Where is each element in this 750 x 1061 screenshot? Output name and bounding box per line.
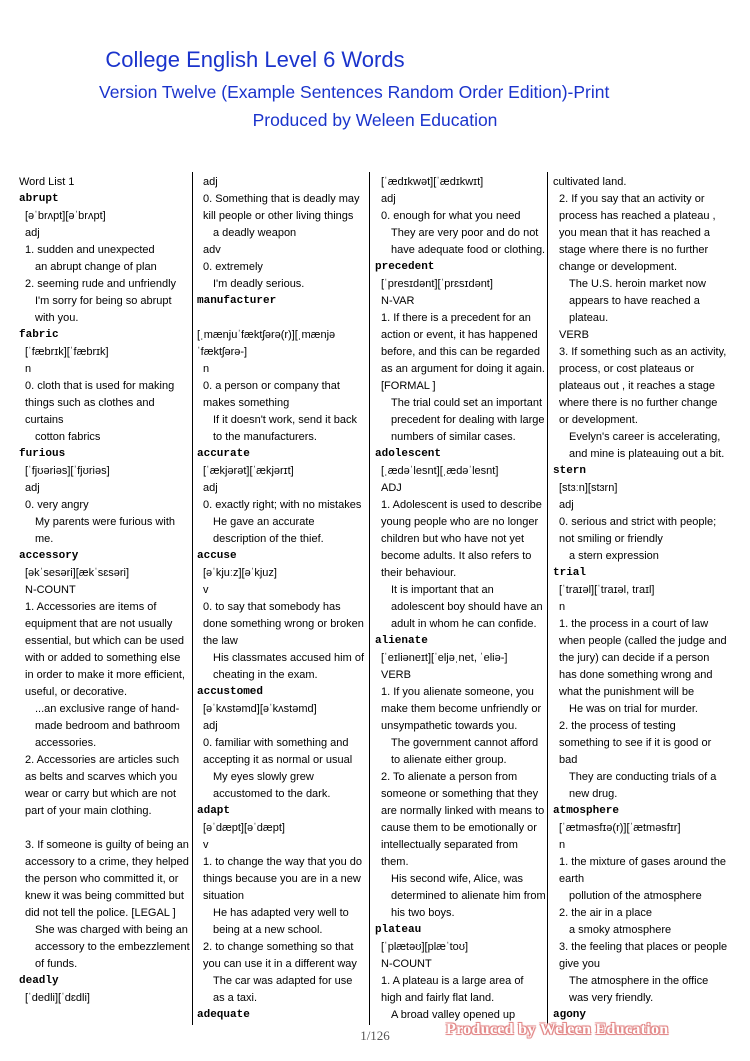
- example-sentence: He gave an accurate description of the thief.: [213, 516, 324, 545]
- example-sentence: a smoky atmosphere: [569, 924, 672, 936]
- entry-line: VERB: [559, 329, 589, 341]
- entry-line: adj: [25, 482, 40, 494]
- entry-line: 1. If there is a precedent for an action or event, it has happened before, and this can be regarded as an argument for doing it again. [FORMAL ]: [381, 312, 545, 392]
- entry-line: adj: [559, 499, 574, 511]
- entry-line: 1. the process in a court of law when people (called the judge and the jury) can decide if a person has done something wrong and what the punishment will be: [559, 618, 727, 698]
- entry-line: [əkˈsesəri][ækˈsɛsəri]: [25, 567, 130, 579]
- example-sentence: My parents were furious with me.: [35, 516, 175, 545]
- example-sentence: The government cannot afford to alienate either group.: [391, 737, 539, 766]
- headword: deadly: [19, 975, 59, 987]
- example-sentence: She was charged with being an accessory to the embezzlement of funds.: [35, 924, 190, 970]
- example-sentence: It is important that an adolescent boy should have an adult in whom he can confide.: [391, 584, 543, 630]
- entry-line: 0. serious and strict with people; not smiling or friendly: [559, 516, 717, 545]
- entry-line: [ˈfæbrɪk][ˈfæbrɪk]: [25, 346, 109, 358]
- example-sentence: I'm sorry for being so abrupt with you.: [35, 295, 172, 324]
- headword: atmosphere: [553, 805, 620, 817]
- headword: agony: [553, 1009, 587, 1021]
- entry-line: 2. Accessories are articles such as belts and scarves which you wear or carry but which are not part of your main clothing.: [25, 754, 180, 817]
- spacer: [19, 820, 191, 837]
- entry-line: VERB: [381, 669, 411, 681]
- headword: adequate: [197, 1009, 250, 1021]
- entry-line: 3. the feeling that places or people give you: [559, 941, 728, 970]
- document-title: College English Level 6 Words: [105, 47, 405, 72]
- headword: furious: [19, 448, 66, 460]
- entry-line: 1. the mixture of gases around the earth: [559, 856, 726, 885]
- example-sentence: The trial could set an important precedent for dealing with large numbers of similar cases.: [391, 397, 545, 443]
- entry-line: [əˈkjuːz][əˈkjuz]: [203, 567, 277, 579]
- headword: manufacturer: [197, 295, 277, 307]
- entry-line: [ˈfjʊəriəs][ˈfjʊriəs]: [25, 465, 110, 477]
- entry-line: [ˌædəˈlesnt][ˌædəˈlesnt]: [381, 465, 499, 477]
- entry-line: n: [559, 839, 566, 851]
- entry-line: n: [559, 601, 566, 613]
- entry-line: N-VAR: [381, 295, 415, 307]
- entry-line: 1. Adolescent is used to describe young people who are no longer children but who have not yet become adults. It also refers to their behaviour.: [381, 499, 542, 579]
- example-sentence: pollution of the atmosphere: [569, 890, 702, 902]
- example-sentence: He was on trial for murder.: [569, 703, 698, 715]
- column-divider: [369, 172, 370, 1025]
- headword: alienate: [375, 635, 428, 647]
- entry-line: [ˈpresɪdənt][ˈprɛsɪdənt]: [381, 278, 493, 290]
- headword: accessory: [19, 550, 79, 562]
- entry-line: 0. a person or company that makes something: [203, 380, 340, 409]
- entry-line: adj: [203, 176, 218, 188]
- example-sentence: I'm deadly serious.: [213, 278, 305, 290]
- entry-line: n: [25, 363, 32, 375]
- headword: accurate: [197, 448, 250, 460]
- entry-line: 2. the air in a place: [559, 907, 652, 919]
- entry-line: 0. exactly right; with no mistakes: [203, 499, 362, 511]
- column-divider: [192, 172, 193, 1025]
- entry-line: [ˈtraɪəl][ˈtraɪəl, traɪl]: [559, 584, 655, 596]
- entry-line: cultivated land.: [553, 176, 627, 188]
- entry-line: v: [203, 584, 209, 596]
- entry-line: 2. the process of testing something to see if it is good or bad: [559, 720, 712, 766]
- headword: accuse: [197, 550, 237, 562]
- headword: adolescent: [375, 448, 442, 460]
- example-sentence: A broad valley opened up: [391, 1009, 516, 1021]
- entry-line: ADJ: [381, 482, 402, 494]
- entry-line: [ˈplætəʊ][plæˈtoʊ]: [381, 941, 469, 953]
- entry-line: adj: [203, 482, 218, 494]
- headword: accustomed: [197, 686, 264, 698]
- producer-line: Produced by Weleen Education: [252, 110, 498, 130]
- entry-line: 1. sudden and unexpected: [25, 244, 155, 256]
- word-list-heading: Word List 1: [19, 176, 75, 188]
- entry-line: 0. familiar with something and accepting it as normal or usual: [203, 737, 353, 766]
- entry-line: [stɜːn][stɜrn]: [559, 482, 618, 494]
- example-sentence: His second wife, Alice, was determined to alienate him from his two boys.: [391, 873, 546, 919]
- entry-line: [ˈætməsfɪə(r)][ˈætməsfɪr]: [559, 822, 681, 834]
- page-number: 1/126: [360, 1028, 390, 1043]
- entry-line: adj: [203, 720, 218, 732]
- headword: trial: [553, 567, 587, 579]
- entry-line: 3. If someone is guilty of being an accessory to a crime, they helped the person who committed it, or knew it was being committed but did not tell the police. [LEGAL ]: [25, 839, 189, 919]
- entry-line: [ˈeɪliəneɪt][ˈeljəˌnet, ˈeliə-]: [381, 652, 508, 664]
- example-sentence: They are very poor and do not have adequate food or clothing.: [391, 227, 546, 256]
- entry-line: 0. enough for what you need: [381, 210, 521, 222]
- entry-line: 2. To alienate a person from someone or something that they are normally linked with means to cause them to be emotionally or intellectually separated from them.: [381, 771, 545, 868]
- headword: plateau: [375, 924, 422, 936]
- document-subtitle: Version Twelve (Example Sentences Random Order Edition)-Print: [99, 82, 610, 102]
- entry-line: 0. cloth that is used for making things such as clothes and curtains: [25, 380, 175, 426]
- entry-line: 1. to change the way that you do things because you are in a new situation: [203, 856, 363, 902]
- entry-line: [əˈkʌstəmd][əˈkʌstəmd]: [203, 703, 317, 715]
- headword: precedent: [375, 261, 435, 273]
- entry-line: [əˈbrʌpt][əˈbrʌpt]: [25, 210, 106, 222]
- entry-line: [ˈædɪkwət][ˈædɪkwɪt]: [381, 176, 484, 188]
- entry-line: 2. If you say that an activity or process has reached a plateau , you mean that it has reached a stage where there is no further change or development.: [559, 193, 716, 273]
- entry-line: 0. extremely: [203, 261, 263, 273]
- entry-line: adv: [203, 244, 221, 256]
- entry-line: 0. to say that somebody has done something wrong or broken the law: [203, 601, 364, 647]
- entry-line: 3. If something such as an activity, process, or cost plateaus or plateaus out , it reaches a stage where there is no further change or development.: [559, 346, 727, 426]
- entry-line: adj: [25, 227, 40, 239]
- example-sentence: ...an exclusive range of hand-made bedroom and bathroom accessories.: [35, 703, 180, 749]
- entry-line: 1. A plateau is a large area of high and fairly flat land.: [381, 975, 524, 1004]
- entry-line: [ˌmænjuˈfæktʃərə(r)][ˌmænjəˈfæktʃərə-]: [197, 329, 336, 358]
- example-sentence: The car was adapted for use as a taxi.: [213, 975, 353, 1004]
- entry-line: v: [203, 839, 209, 851]
- example-sentence: They are conducting trials of a new drug.: [569, 771, 717, 800]
- example-sentence: The atmosphere in the office was very friendly.: [569, 975, 709, 1004]
- entry-line: 1. Accessories are items of equipment that are not usually essential, but which can be used with or added to something else in order to make it more efficient, useful, or decorative.: [25, 601, 185, 698]
- watermark: Produced by Weleen Education: [446, 1021, 669, 1038]
- column-divider: [547, 172, 548, 1025]
- example-sentence: If it doesn't work, send it back to the manufacturers.: [213, 414, 357, 443]
- example-sentence: a deadly weapon: [213, 227, 297, 239]
- example-sentence: My eyes slowly grew accustomed to the dark.: [213, 771, 331, 800]
- example-sentence: an abrupt change of plan: [35, 261, 157, 273]
- entry-line: n: [203, 363, 210, 375]
- entry-line: [ˈækjərət][ˈækjərɪt]: [203, 465, 294, 477]
- example-sentence: cotton fabrics: [35, 431, 101, 443]
- entry-line: 0. Something that is deadly may kill people or other living things: [203, 193, 360, 222]
- headword: stern: [553, 465, 587, 477]
- entry-line: 1. If you alienate someone, you make them become unfriendly or unsympathetic towards you.: [381, 686, 542, 732]
- spacer: [197, 310, 367, 327]
- entry-line: 2. seeming rude and unfriendly: [25, 278, 177, 290]
- example-sentence: The U.S. heroin market now appears to have reached a plateau.: [569, 278, 706, 324]
- entry-line: N-COUNT: [25, 584, 76, 596]
- entry-line: 0. very angry: [25, 499, 89, 511]
- example-sentence: a stern expression: [569, 550, 659, 562]
- headword: adapt: [197, 805, 231, 817]
- headword: fabric: [19, 329, 59, 341]
- entry-line: 2. to change something so that you can use it in a different way: [203, 941, 357, 970]
- text-column-4: [553, 174, 729, 1024]
- entry-line: [ˈdedli][ˈdɛdli]: [25, 992, 90, 1004]
- entry-line: adj: [381, 193, 396, 205]
- text-column-3: [375, 174, 547, 1024]
- text-column-1: [19, 174, 191, 1024]
- example-sentence: His classmates accused him of cheating in the exam.: [213, 652, 364, 681]
- headword: abrupt: [19, 193, 59, 205]
- entry-line: N-COUNT: [381, 958, 432, 970]
- entry-line: [əˈdæpt][əˈdæpt]: [203, 822, 285, 834]
- example-sentence: Evelyn's career is accelerating, and mine is plateauing out a bit.: [569, 431, 725, 460]
- text-column-2: [197, 174, 367, 1024]
- example-sentence: He has adapted very well to being at a new school.: [213, 907, 349, 936]
